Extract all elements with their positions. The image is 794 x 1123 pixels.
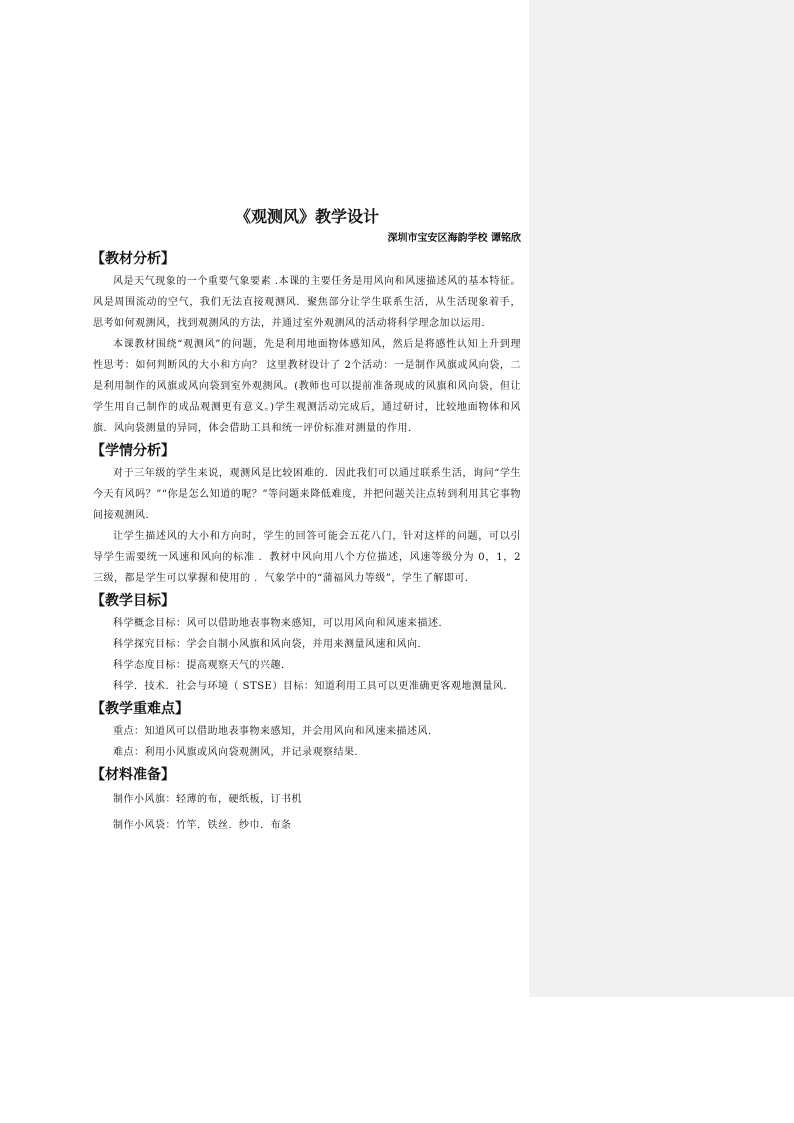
objective-item: 科学探究目标：学会自制小风旗和风向袋，并用来测量风速和风向． [113,639,428,650]
objective-item: 科学．技术．社会与环境（ STSE）目标：知道利用工具可以更准确更客观地测量风． [113,681,514,692]
key-point-item: 重点：知道风可以借助地表事物来感知，并会用风向和风速来描述风． [113,726,439,737]
section-heading-teaching-objectives: 【教学目标】 [91,593,175,609]
section-heading-student-analysis: 【学情分析】 [91,443,175,459]
section-heading-key-difficulties: 【教学重难点】 [91,701,189,717]
comment-margin-pane [529,0,794,997]
difficulty-item: 难点：利用小风旗或风向袋观测风，并记录观察结果． [113,747,365,758]
section-heading-materials: 【材料准备】 [91,767,175,783]
paragraph: 对于三年级的学生来说，观测风是比较困难的．因此我们可以通过联系生活，询问“学生今天有风吗？”“你是怎么知道的呢？”等问题来降低难度，并把问题关注点转到利用其它事物间接观测风． [93,468,521,521]
author-line: 深圳市宝安区海韵学校 谭铭欣 [387,233,521,244]
document-title: 《观测风》教学设计 [234,207,379,226]
paragraph: 风是天气现象的一个重要气象要素 .本课的主要任务是用风向和风速描述风的基本特征。风是周围流动的空气，我们无法直接观测风．聚焦部分让学生联系生活，从生活现象着手，思考如何观测风，找到观测风的方法，并通过室外观测风的活动将科学理念加以运用． [93,276,521,329]
objective-item: 科学概念目标：风可以借助地表事物来感知，可以用风向和风速来描述． [113,618,449,629]
material-item: 制作小风袋：竹竿．铁丝．纱巾．布条 [113,820,292,831]
paragraph: 让学生描述风的大小和方向时，学生的回答可能会五花八门，针对这样的问题，可以引导学生需要统一风速和风向的标准 ．教材中风向用八个方位描述，风速等级分为 0，1，2 三级，都是学生可以掌握和使用的 ．气象学中的“蒲福风力等级”，学生了解即可． [93,531,521,584]
objective-item: 科学态度目标：提高观察天气的兴趣． [113,660,292,671]
document-page [93,205,521,839]
paragraph: 本课教材围绕“观测风”的问题，先是利用地面物体感知风，然后是将感性认知上升到理性思考：如何判断风的大小和方向？ 这里教材设计了 2个活动：一是制作风旗或风向袋，二是利用制作的风旗或风向袋到室外观测风。(教师也可以提前准备现成的风旗和风向袋，但让学生用自己制作的成品观测更有意义。)学生观测活动完成后，通过研讨，比较地面物体和风旗．风向袋测量的异同，体会借助工具和统一评价标准对测量的作用． [93,339,521,434]
material-item: 制作小风旗：轻薄的布，硬纸板，订书机 [113,794,302,805]
section-heading-textbook-analysis: 【教材分析】 [91,251,175,267]
